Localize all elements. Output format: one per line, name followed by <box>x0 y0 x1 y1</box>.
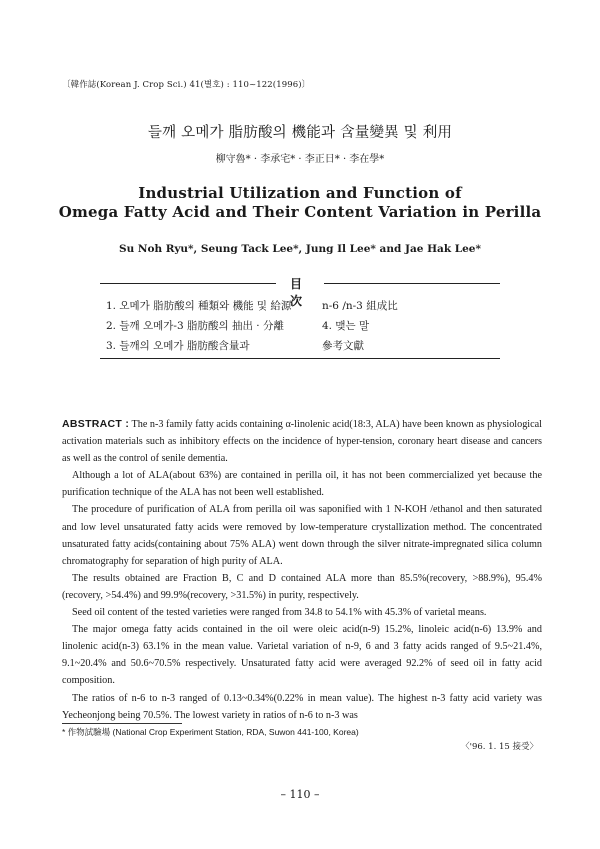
english-authors: Su Noh Ryu*, Seung Tack Lee*, Jung Il Lee* and Jae Hak Lee* <box>119 243 481 255</box>
abstract-paragraph-4: The results obtained are Fraction B, C and D contained ALA more than 85.5%(recovery, >88.9%), 95.4%(recovery, >54.4%) and 99.9%(recovery, >31.5%) in purity, respectively. <box>62 572 542 601</box>
abstract <box>62 416 542 724</box>
journal-citation: 〔韓作誌(Korean J. Crop Sci.) 41(별호) : 110~122(1996)〕 <box>62 80 311 90</box>
abstract-paragraph-5: Seed oil content of the tested varieties were ranged from 34.8 to 54.1% with 45.3% of varietal means. <box>72 607 487 619</box>
toc-item-3: 3. 들깨의 오메가 脂肪酸含量과 <box>106 340 250 352</box>
toc-heading: 目 次 <box>276 275 324 309</box>
korean-authors: 柳守魯* · 李承宅* · 李正日* · 李在學* <box>215 154 385 165</box>
korean-title: 들깨 오메가 脂肪酸의 機能과 含量變異 및 利用 <box>147 125 453 141</box>
received-date: 〈'96. 1. 15 接受〉 <box>461 742 538 752</box>
abstract-paragraph-6: The major omega fatty acids contained in the oil were oleic acid(n-9) 15.2%, linoleic acid(n-6) 13.9% and linolenic acid(n-3) 63.1% in the mean value. Varietal variation of n-9, 6 and 3 fatty acids ranged of 9.5~21.4%, 9.1~20.4% and 50.6~70.5% respectively. Unsaturated fatty acid were averaged 92.2% of seed oil in fatty acid composition. <box>62 624 542 687</box>
english-title <box>0 184 600 222</box>
abstract-paragraph-3: The procedure of purification of ALA from perilla oil was saponified with 1 N-KOH /ethanol and then saturated and low level unsaturated fatty acids were removed by low-temperature crystallization method. The concentrated unsaturated fatty acids(containing about 75% ALA) went down through the silver nitrate-impregnated silica column chromatography for separation of high purity of ALA. <box>62 504 542 567</box>
english-title-line-1: Industrial Utilization and Function of <box>138 184 462 202</box>
abstract-text-1: The n-3 family fatty acids containing α-linolenic acid(18:3, ALA) have been known as physiological activation materials such as inhibitory effects on the incidence of hyper-tension, coronary heart disease and cancers as well as the control of senile dementia. <box>62 419 543 465</box>
toc-item-3-cont: n-6 /n-3 組成比 <box>322 300 398 312</box>
toc-item-2: 2. 들깨 오메가-3 脂肪酸의 抽出 · 分離 <box>106 320 284 332</box>
english-title-line-2: Omega Fatty Acid and Their Content Variation in Perilla <box>58 203 542 221</box>
abstract-paragraph-1 <box>62 416 542 467</box>
toc-item-references: 參考文獻 <box>322 340 364 352</box>
abstract-paragraph-7: The ratios of n-6 to n-3 ranged of 0.13~0.34%(0.22% in mean value). The highest n-3 fatty acid variety was Yecheonjong being 70.5%. The lowest variety in ratios of n-6 to n-3 was <box>62 692 542 721</box>
footnote-rule <box>62 723 182 724</box>
toc-item-4: 4. 맺는 말 <box>322 320 370 332</box>
abstract-paragraph-2: Although a lot of ALA(about 63%) are contained in perilla oil, it has not been commercialized yet because the purification technique of the ALA has not been well established. <box>62 470 542 499</box>
footnote-affiliation: * 作物試驗場 (National Crop Experiment Station, RDA, Suwon 441-100, Korea) <box>62 727 359 737</box>
toc-item-1: 1. 오메가 脂肪酸의 種類와 機能 및 給源 <box>106 300 292 312</box>
abstract-label: ABSTRACT : <box>62 418 130 430</box>
page-number: – 110 – <box>280 788 320 801</box>
toc-bottom-rule <box>100 358 500 359</box>
